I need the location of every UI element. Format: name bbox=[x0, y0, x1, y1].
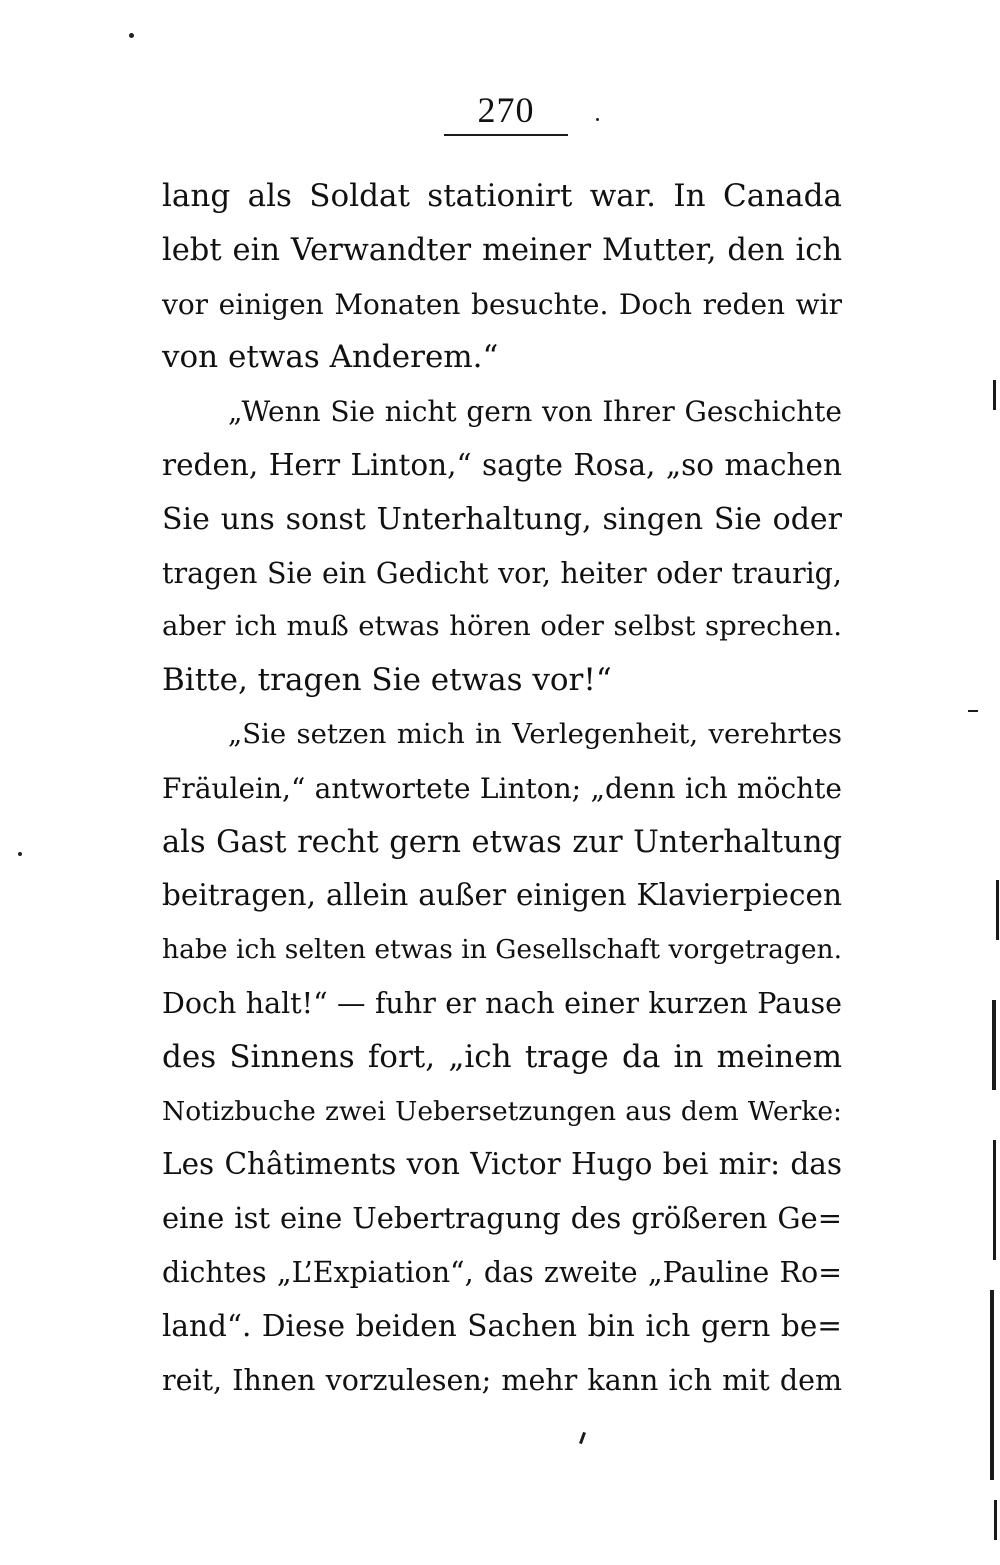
text-line: vor einigen Monaten besuchte. Doch reden wir bbox=[162, 287, 842, 321]
text-line: Fräulein,“ antwortete Linton; „denn ich möchte bbox=[162, 771, 842, 805]
text-line: des Sinnens fort, „ich trage da in meinem bbox=[162, 1038, 842, 1075]
text-line: reit, Ihnen vorzulesen; mehr kann ich mit dem bbox=[162, 1363, 842, 1397]
text-line: Bitte, tragen Sie etwas vor!“ bbox=[162, 662, 612, 699]
text-line: beitragen, allein außer einigen Klavierpiecen bbox=[162, 878, 842, 913]
body-text bbox=[162, 170, 842, 1407]
text-line: Doch halt!“ — fuhr er nach einer kurzen Pause bbox=[162, 986, 842, 1020]
text-line: habe ich selten etwas in Gesellschaft vorgetragen. bbox=[162, 934, 842, 966]
page-number: 270 bbox=[477, 90, 535, 130]
scan-edge-mark bbox=[993, 1140, 996, 1260]
text-line: aber ich muß etwas hören oder selbst sprechen. bbox=[162, 610, 842, 643]
text-line: tragen Sie ein Gedicht vor, heiter oder traurig, bbox=[162, 556, 842, 590]
text-line: eine ist eine Uebertragung des größeren Ge= bbox=[162, 1201, 842, 1236]
text-line: land“. Diese beiden Sachen bin ich gern be= bbox=[162, 1308, 842, 1343]
scan-speck bbox=[129, 33, 134, 38]
text-line: dichtes „L’Expiation“, das zweite „Pauline Ro= bbox=[162, 1255, 842, 1289]
text-line: reden, Herr Linton,“ sagte Rosa, „so machen bbox=[162, 447, 842, 482]
page-number-rule bbox=[444, 134, 568, 136]
text-line: Sie uns sonst Unterhaltung, singen Sie oder bbox=[162, 501, 842, 537]
scan-edge-mark bbox=[996, 880, 999, 940]
text-line: „Wenn Sie nicht gern von Ihrer Geschichte bbox=[228, 395, 842, 429]
text-line: von etwas Anderem.“ bbox=[162, 339, 499, 376]
scan-edge-mark bbox=[968, 710, 978, 712]
scan-speck bbox=[18, 852, 22, 856]
scan-edge-mark bbox=[994, 1500, 997, 1540]
text-line: als Gast recht gern etwas zur Unterhaltung bbox=[162, 824, 842, 860]
scan-edge-mark bbox=[579, 1432, 586, 1444]
scan-edge-mark bbox=[992, 1000, 996, 1090]
scan-edge-mark bbox=[990, 1290, 994, 1480]
text-line: lang als Soldat stationirt war. In Canada bbox=[162, 178, 842, 214]
text-line: Les Châtiments von Victor Hugo bei mir: das bbox=[162, 1147, 842, 1182]
scan-speck bbox=[596, 118, 599, 121]
text-line: „Sie setzen mich in Verlegenheit, verehrtes bbox=[228, 717, 842, 750]
text-line: Notizbuche zwei Uebersetzungen aus dem Werke: bbox=[162, 1095, 842, 1127]
scan-edge-mark bbox=[993, 380, 996, 410]
text-line: lebt ein Verwandter meiner Mutter, den ich bbox=[162, 232, 842, 268]
